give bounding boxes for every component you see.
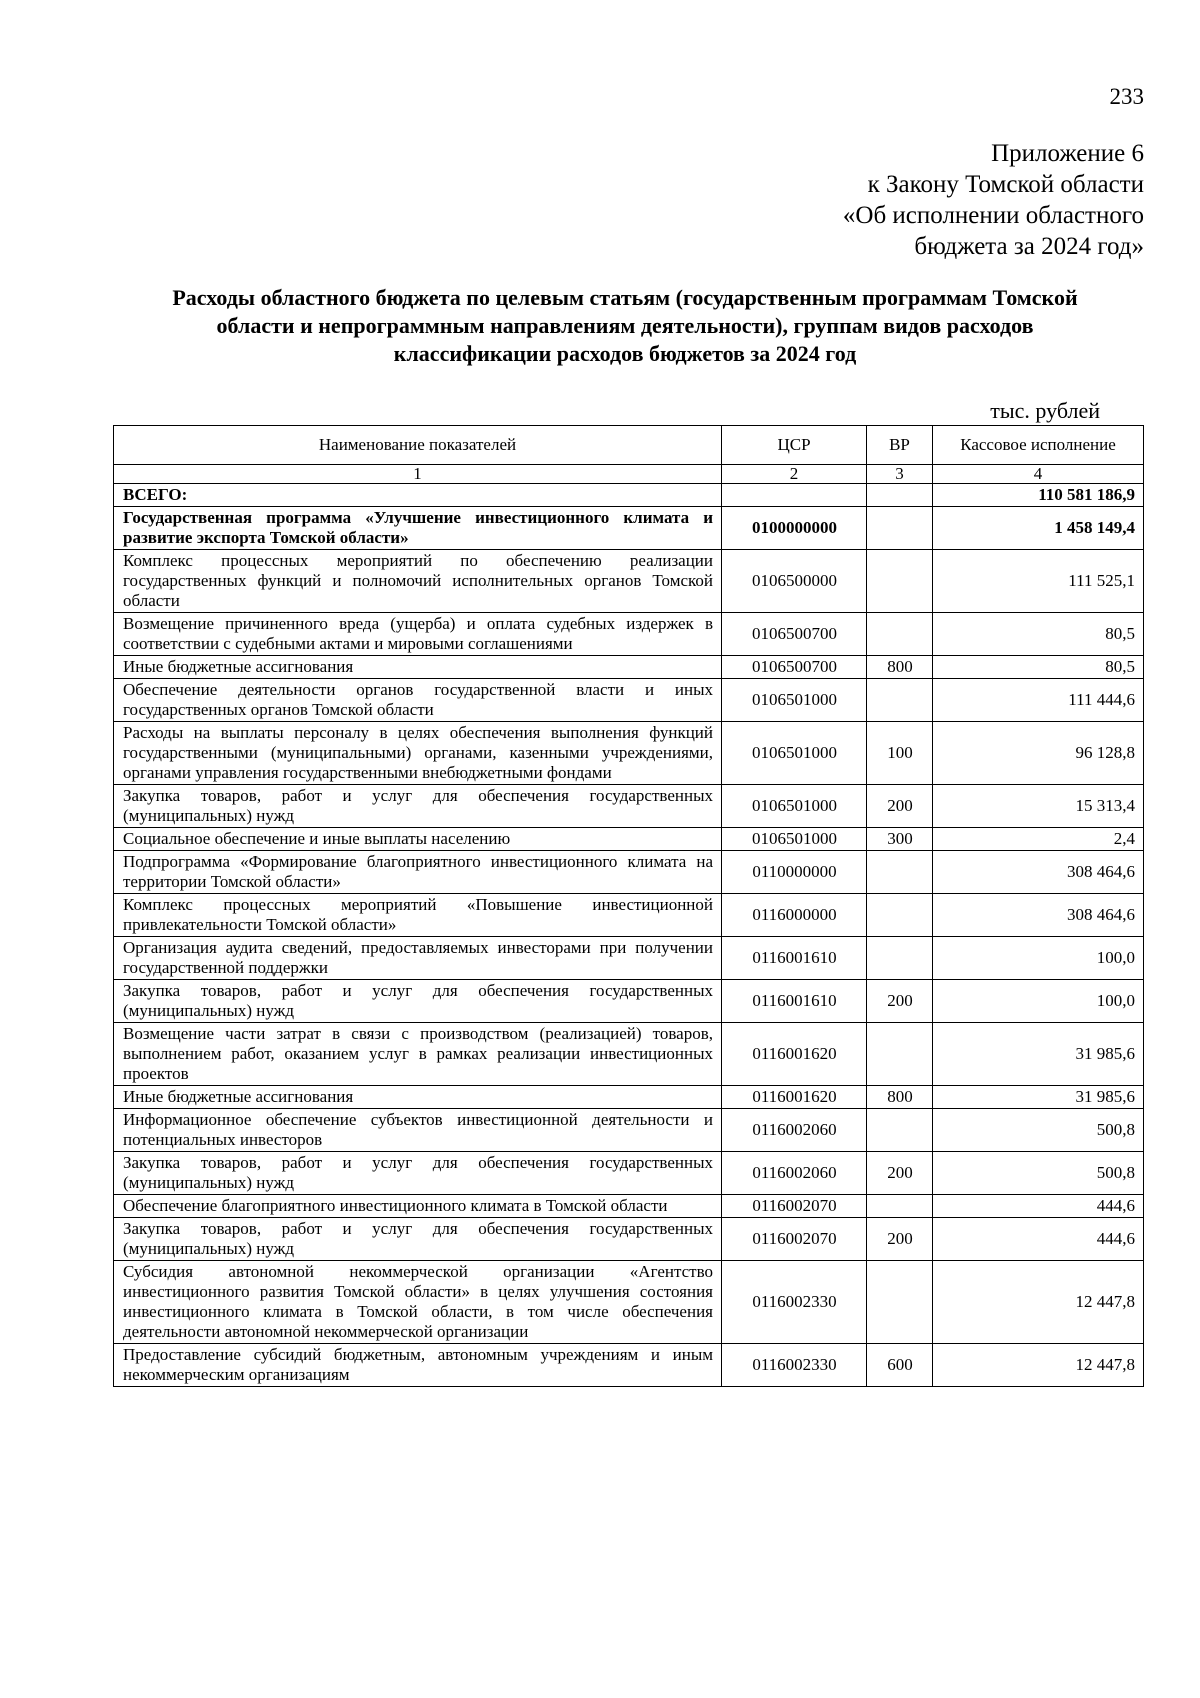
col-number-3: 3 [867, 465, 933, 484]
total-vr [867, 484, 933, 507]
row-csr: 0106500700 [722, 656, 867, 679]
row-name: Комплекс процессных мероприятий по обеспечению реализации государственных функций и полномочий исполнительных органов Томской области [114, 550, 722, 613]
appendix-reference [843, 138, 1144, 262]
row-csr: 0106501000 [722, 785, 867, 828]
row-csr: 0106500000 [722, 550, 867, 613]
title-line: классификации расходов бюджетов за 2024 год [393, 341, 857, 366]
column-number-row [114, 465, 1144, 484]
row-csr: 0106501000 [722, 679, 867, 722]
row-amount: 500,8 [933, 1109, 1144, 1152]
table-row [114, 937, 1144, 980]
row-name: Предоставление субсидий бюджетным, автономным учреждениям и иным некоммерческим организациям [114, 1344, 722, 1387]
table-row [114, 1109, 1144, 1152]
row-vr: 100 [867, 722, 933, 785]
row-vr [867, 550, 933, 613]
row-vr [867, 507, 933, 550]
row-amount: 1 458 149,4 [933, 507, 1144, 550]
row-csr: 0110000000 [722, 851, 867, 894]
row-amount: 308 464,6 [933, 851, 1144, 894]
title-line: Расходы областного бюджета по целевым статьям (государственным программам Томской [172, 285, 1078, 310]
table-row [114, 785, 1144, 828]
row-vr [867, 894, 933, 937]
row-amount: 308 464,6 [933, 894, 1144, 937]
row-name: Расходы на выплаты персоналу в целях обеспечения выполнения функций государственными (муниципальными) органами, казенными учреждениями, органами управления государственными внебюджетными фондами [114, 722, 722, 785]
total-amount: 110 581 186,9 [933, 484, 1144, 507]
title-line: области и непрограммным направлениям деятельности), группам видов расходов [216, 313, 1034, 338]
row-csr: 0116001610 [722, 937, 867, 980]
row-vr [867, 679, 933, 722]
row-amount: 111 525,1 [933, 550, 1144, 613]
col-number-1: 1 [114, 465, 722, 484]
row-csr: 0116002060 [722, 1109, 867, 1152]
row-csr: 0116001620 [722, 1023, 867, 1086]
row-vr [867, 1109, 933, 1152]
row-amount: 80,5 [933, 613, 1144, 656]
table-header-row [114, 426, 1144, 465]
table-row [114, 679, 1144, 722]
row-amount: 12 447,8 [933, 1344, 1144, 1387]
row-amount: 500,8 [933, 1152, 1144, 1195]
table-row [114, 1086, 1144, 1109]
row-amount: 31 985,6 [933, 1023, 1144, 1086]
table-row [114, 1023, 1144, 1086]
row-vr: 800 [867, 1086, 933, 1109]
row-name: Закупка товаров, работ и услуг для обеспечения государственных (муниципальных) нужд [114, 1152, 722, 1195]
row-amount: 444,6 [933, 1218, 1144, 1261]
table-row [114, 613, 1144, 656]
document-title [110, 284, 1140, 368]
appendix-line: Приложение 6 [991, 140, 1144, 167]
row-vr [867, 1195, 933, 1218]
appendix-line: к Закону Томской области [867, 171, 1144, 198]
row-csr: 0116002330 [722, 1261, 867, 1344]
row-vr [867, 1023, 933, 1086]
table-row [114, 1152, 1144, 1195]
row-amount: 100,0 [933, 980, 1144, 1023]
table-row [114, 1218, 1144, 1261]
col-number-4: 4 [933, 465, 1144, 484]
table-row [114, 851, 1144, 894]
table-row [114, 656, 1144, 679]
header-csr: ЦСР [722, 426, 867, 465]
row-name: Возмещение части затрат в связи с производством (реализацией) товаров, выполнением работ, оказанием услуг в рамках реализации инвестиционных проектов [114, 1023, 722, 1086]
total-label: ВСЕГО: [114, 484, 722, 507]
row-vr [867, 937, 933, 980]
row-csr: 0116001610 [722, 980, 867, 1023]
row-name: Закупка товаров, работ и услуг для обеспечения государственных (муниципальных) нужд [114, 1218, 722, 1261]
table-body [114, 426, 1144, 1387]
row-name: Государственная программа «Улучшение инвестиционного климата и развитие экспорта Томской области» [114, 507, 722, 550]
total-csr [722, 484, 867, 507]
row-amount: 96 128,8 [933, 722, 1144, 785]
row-csr: 0106501000 [722, 828, 867, 851]
appendix-line: «Об исполнении областного [842, 202, 1144, 229]
row-vr: 200 [867, 785, 933, 828]
row-csr: 0116002060 [722, 1152, 867, 1195]
table-row [114, 550, 1144, 613]
row-csr: 0116002330 [722, 1344, 867, 1387]
row-amount: 80,5 [933, 656, 1144, 679]
total-row [114, 484, 1144, 507]
row-name: Иные бюджетные ассигнования [114, 1086, 722, 1109]
table-row [114, 828, 1144, 851]
row-amount: 100,0 [933, 937, 1144, 980]
row-vr: 200 [867, 980, 933, 1023]
row-vr: 200 [867, 1152, 933, 1195]
row-amount: 12 447,8 [933, 1261, 1144, 1344]
table-row [114, 1261, 1144, 1344]
row-vr: 800 [867, 656, 933, 679]
table-row [114, 1344, 1144, 1387]
row-name: Информационное обеспечение субъектов инвестиционной деятельности и потенциальных инвесторов [114, 1109, 722, 1152]
row-name: Подпрограмма «Формирование благоприятного инвестиционного климата на территории Томской области» [114, 851, 722, 894]
appendix-line: бюджета за 2024 год» [914, 233, 1144, 260]
row-name: Организация аудита сведений, предоставляемых инвесторами при получении государственной поддержки [114, 937, 722, 980]
row-name: Возмещение причиненного вреда (ущерба) и оплата судебных издержек в соответствии с судебными актами и мировыми соглашениями [114, 613, 722, 656]
row-csr: 0100000000 [722, 507, 867, 550]
row-amount: 31 985,6 [933, 1086, 1144, 1109]
table-row [114, 894, 1144, 937]
row-vr [867, 613, 933, 656]
row-csr: 0106500700 [722, 613, 867, 656]
units-label: тыс. рублей [990, 398, 1100, 423]
row-name: Социальное обеспечение и иные выплаты населению [114, 828, 722, 851]
row-csr: 0116000000 [722, 894, 867, 937]
row-vr [867, 1261, 933, 1344]
row-amount: 15 313,4 [933, 785, 1144, 828]
row-name: Субсидия автономной некоммерческой организации «Агентство инвестиционного развития Томской области» в целях улучшения состояния инвестиционного климата в Томской области, в том числе обеспечения деятельности автономной некоммерческой организации [114, 1261, 722, 1344]
row-name: Обеспечение деятельности органов государственной власти и иных государственных органов Томской области [114, 679, 722, 722]
row-name: Комплекс процессных мероприятий «Повышение инвестиционной привлекательности Томской области» [114, 894, 722, 937]
row-csr: 0116002070 [722, 1195, 867, 1218]
table-row [114, 980, 1144, 1023]
budget-table [113, 425, 1144, 1387]
row-csr: 0116001620 [722, 1086, 867, 1109]
row-vr [867, 851, 933, 894]
row-vr: 600 [867, 1344, 933, 1387]
page-number: 233 [1109, 84, 1144, 109]
header-name: Наименование показателей [114, 426, 722, 465]
row-amount: 111 444,6 [933, 679, 1144, 722]
header-amount: Кассовое исполнение [933, 426, 1144, 465]
row-amount: 444,6 [933, 1195, 1144, 1218]
table-row [114, 507, 1144, 550]
row-amount: 2,4 [933, 828, 1144, 851]
header-vr: ВР [867, 426, 933, 465]
row-name: Иные бюджетные ассигнования [114, 656, 722, 679]
col-number-2: 2 [722, 465, 867, 484]
row-name: Обеспечение благоприятного инвестиционного климата в Томской области [114, 1195, 722, 1218]
row-vr: 300 [867, 828, 933, 851]
row-csr: 0106501000 [722, 722, 867, 785]
row-name: Закупка товаров, работ и услуг для обеспечения государственных (муниципальных) нужд [114, 785, 722, 828]
row-csr: 0116002070 [722, 1218, 867, 1261]
row-name: Закупка товаров, работ и услуг для обеспечения государственных (муниципальных) нужд [114, 980, 722, 1023]
row-vr: 200 [867, 1218, 933, 1261]
table-row [114, 722, 1144, 785]
table-row [114, 1195, 1144, 1218]
